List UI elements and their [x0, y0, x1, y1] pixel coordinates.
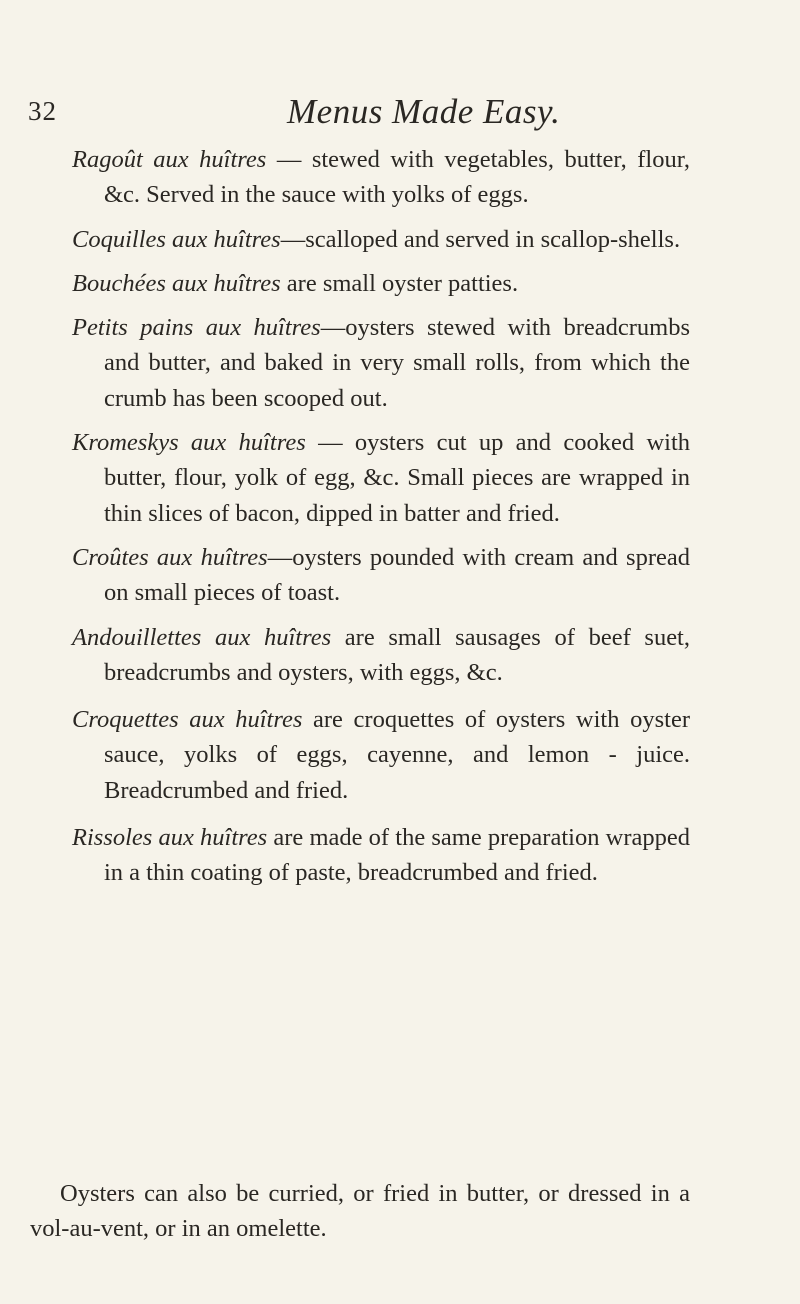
entry-text: are croquettes of oysters with oyster sauce, yolks of eggs, cayenne, and lemon - juice. Breadcrumbed and fried.: [104, 706, 690, 804]
entry-text: are small sausages of beef suet, breadcrumbs and oysters, with eggs, &c.: [104, 623, 690, 686]
entry-ragout: [72, 142, 690, 213]
closing-paragraph: Oysters can also be curried, or fried in butter, or dressed in a vol-au-vent, or in an omelette.: [30, 1180, 690, 1243]
entry-title: Andouillettes aux huîtres: [72, 623, 332, 651]
entry-text: —scalloped and served in scallop-shells.: [280, 225, 681, 253]
recipe-list: [72, 142, 690, 903]
entry-title: Kromeskys aux huîtres: [72, 429, 306, 457]
entry-title: Croquettes aux huîtres: [72, 706, 303, 734]
entry-text: are small oyster patties.: [280, 269, 519, 297]
entry-text: — stewed with vegetables, butter, flour, &c. Served in the sauce with yolks of eggs.: [104, 146, 691, 209]
entry-petits-pains: [72, 310, 690, 416]
entry-text: —oysters stewed with breadcrumbs and butter, and baked in very small rolls, from which the crumb has been scooped out.: [104, 314, 690, 412]
entry-text: —oysters pounded with cream and spread on small pieces of toast.: [104, 543, 690, 607]
entry-coquilles: [72, 222, 690, 257]
entry-title: Bouchées aux huîtres: [72, 269, 281, 297]
entry-title: Coquilles aux huîtres: [72, 225, 281, 253]
entry-andouillettes: [72, 620, 690, 691]
entry-croquettes: [72, 702, 690, 808]
book-title: Menus Made Easy.: [287, 92, 561, 131]
entry-bouchees: [72, 266, 690, 301]
entry-text: are made of the same preparation wrapped in a thin coating of paste, breadcrumbed and fried.: [104, 824, 690, 887]
entry-title: Ragoût aux huîtres: [72, 146, 267, 173]
page-number: 32: [28, 96, 57, 126]
entry-text: — oysters cut up and cooked with butter, flour, yolk of egg, &c. Small pieces are wrapped in thin slices of bacon, dipped in batter and fried.: [104, 429, 690, 527]
running-head: [28, 92, 728, 140]
entry-title: Croûtes aux huîtres: [72, 543, 268, 571]
entry-rissoles: [72, 820, 690, 891]
entry-kromeskys: [72, 425, 690, 531]
entry-title: Petits pains aux huîtres: [72, 314, 321, 342]
entry-title: Rissoles aux huîtres: [72, 824, 268, 852]
entry-croutes: [72, 540, 690, 611]
